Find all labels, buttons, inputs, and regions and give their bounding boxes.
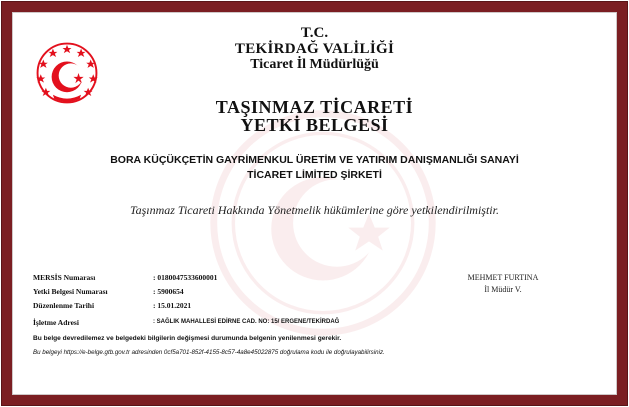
ministry-seal <box>35 41 99 105</box>
signer-title: İl Müdür V. <box>484 285 522 294</box>
field-value: : 5900654 <box>153 287 184 296</box>
document-title-line1: TAŞINMAZ TİCARETİ <box>215 97 414 117</box>
emblem-watermark <box>208 108 438 338</box>
signature-block <box>461 273 545 294</box>
governorship-name: TEKİRDAĞ VALİLİĞİ <box>234 41 395 57</box>
field-value: : SAĞLIK MAHALLESİ EDİRNE CAD. NO: 15/ ERGENE/TEKİRDAĞ <box>153 319 340 325</box>
field-value: : 0180047533600001 <box>153 273 218 282</box>
authorization-statement: Taşınmaz Ticareti Hakkında Yönetmelik hükümlerine göre yetkilendirilmiştir. <box>130 203 499 217</box>
verification-text: Bu belgeyi https://e-belge.gtb.gov.tr adresinden 0cf5a701-852f-4155-8c57-4a8e45022875 doğrulama kodu ile doğrulayabilirsiniz. <box>33 349 385 356</box>
signer-name: MEHMET FURTINA <box>467 273 539 282</box>
field-label: Yetki Belgesi Numarası <box>33 287 108 296</box>
field-label: MERSİS Numarası <box>33 273 96 282</box>
company-name-line1: BORA KÜÇÜKÇETİN GAYRİMENKUL ÜRETİM VE YATIRIM DANIŞMANLIĞI SANAYİ <box>110 154 519 166</box>
certificate-border <box>1 1 628 406</box>
field-label: Düzenlenme Tarihi <box>33 301 95 310</box>
certificate-paper <box>13 13 616 394</box>
field-value: : 15.01.2021 <box>153 301 192 310</box>
company-name-line2: TİCARET LİMİTED ŞİRKETİ <box>247 169 382 181</box>
transfer-notice: Bu belge devredilemez ve belgedeki bilgilerin değişmesi durumunda belgenin yenilenmesi gerekir. <box>33 335 342 342</box>
department-name: Ticaret İl Müdürlüğü <box>250 57 379 72</box>
field-label: İşletme Adresi <box>33 318 79 327</box>
document-title-line2: YETKİ BELGESİ <box>240 115 389 135</box>
country-code: T.C. <box>300 25 329 41</box>
